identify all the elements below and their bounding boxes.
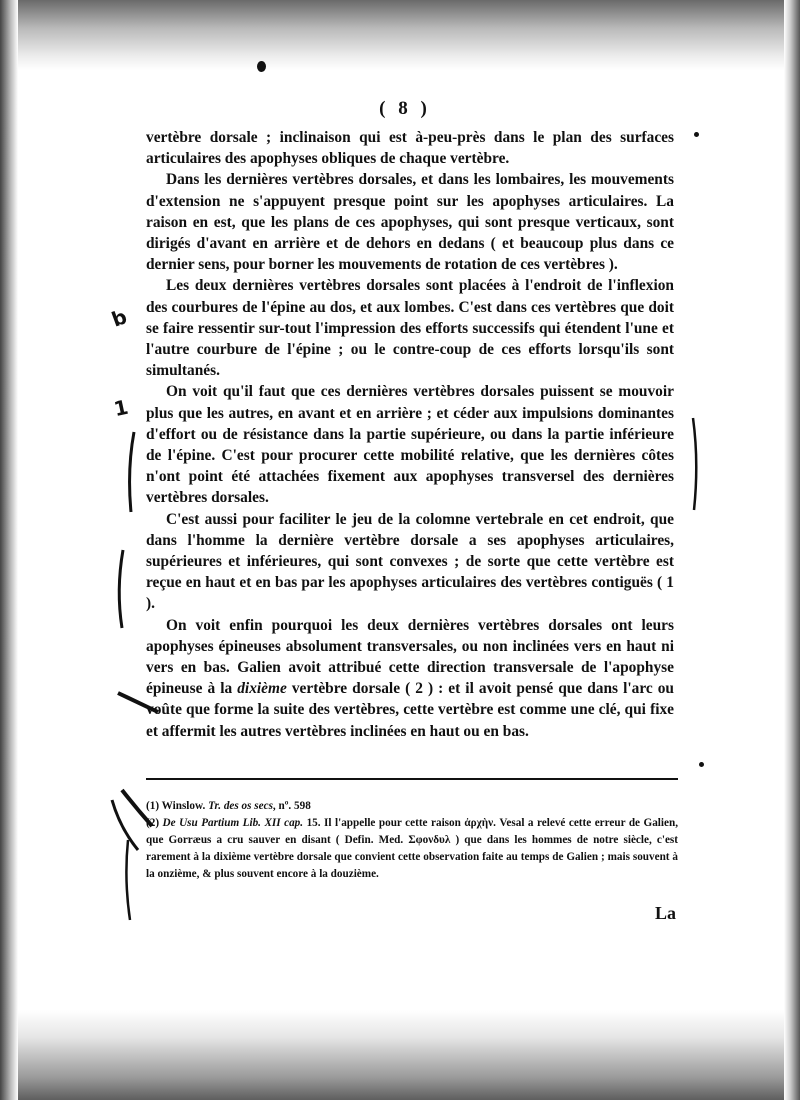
footnote-marker: (1) (146, 800, 160, 812)
italic-word: dixième (237, 680, 287, 698)
margin-bracket-mark (693, 418, 696, 510)
margin-bracket-mark (119, 550, 123, 628)
paragraph: vertèbre dorsale ; inclinaison qui est à-peu-près dans le plan des surfaces articulaires des apophyses obliques de chaque vertèbre. (146, 129, 674, 168)
paragraph: On voit qu'il faut que ces dernières vertèbres dorsales puissent se mouvoir plus que les autres, en avant et en arrière ; et céder aux impulsions dominantes d'effort ou de résistance dans la partie supérieure, ou dans la partie inférieure de l'épine. C'est pour procurer cette mobilité relative, que les dernières côtes n'ont point été attachées fixement aux apophyses transversel des dernières vertèbres dorsales. (146, 383, 674, 507)
margin-arrow-mark (118, 693, 158, 712)
paragraph-text: On voit enfin pourquoi les deux dernières vertèbres dorsales ont leurs apophyses épineuses absolument transversales, ou non inclinées vers en haut ni vers en bas. Galien avoit attribué cette direction transversale de l'apophyse épineuse à la (146, 616, 674, 698)
paragraph-text: vertèbre dorsale ( 2 ) : et il avoit pensé que dans l'arc ou voûte que forme la suite des vertèbres, cette vertèbre est comme une clé, qui fixe et affermit les autres vertèbres inclinées en haut ou en bas. (146, 680, 674, 740)
margin-bracket-mark (122, 790, 152, 826)
footnote-italic: Tr. des os secs (208, 800, 273, 812)
footnote-marker: (2) (146, 817, 160, 829)
page-number: ( 8 ) (379, 98, 431, 119)
paragraph: Dans les dernières vertèbres dorsales, et dans les lombaires, les mouvements d'extension ne s'appuyent presque point sur les apophyses articulaires. La raison en est, que les plans de ces apophyses, qui sont presque verticaux, sont dirigés d'avant en arrière et de dehors en dedans ( et beaucoup plus dans ce dernier sens, pour borner les mouvements de rotation de ces vertèbres ). (146, 171, 674, 274)
margin-mark: b (108, 304, 131, 332)
paragraph: C'est aussi pour faciliter le jeu de la colomne vertebrale en cet endroit, que dans l'homme la dernière vertèbre dorsale a ses apophyses articulaires, supérieures et inférieures, qui sont convexes ; de sorte que cette vertèbre est reçue en haut et en bas par les apophyses articulaires des vertèbres contiguës ( 1 ). (146, 510, 674, 613)
margin-bracket-mark (126, 840, 130, 920)
footnote-text: , nº. 598 (272, 800, 311, 812)
catchword: La (655, 903, 677, 923)
margin-mark: 1 (111, 394, 131, 422)
paragraph: Les deux dernières vertèbres dorsales sont placées à l'endroit de l'inflexion des courbures de l'épine au dos, et aux lombes. C'est dans ces vertèbres que doit se faire ressentir sur-tout l'impression des efforts successifs qui étendent l'une et l'autre courbure de l'épine ; ou le contre-coup de ces efforts lorsqu'ils sont simultanés. (146, 277, 674, 380)
footnote-text: 15. Il l'appelle pour cette raison ἀρχὴν. Vesal a relevé cette erreur de Galien, que Gorræus a cru sauver en disant ( Defin. Med. Σφονδυλ ) que dans les hommes de notre siècle, c'est rarement à la dixième vertèbre dorsale que convient cette observation faite au temps de Galien ; mais souvent à la onzième, & plus souvent encore à la douzième. (146, 817, 679, 880)
footnote-text: Winslow. (159, 800, 209, 812)
footnote-italic: De Usu Partium Lib. XII cap. (162, 817, 304, 829)
margin-bracket-mark (130, 432, 134, 512)
